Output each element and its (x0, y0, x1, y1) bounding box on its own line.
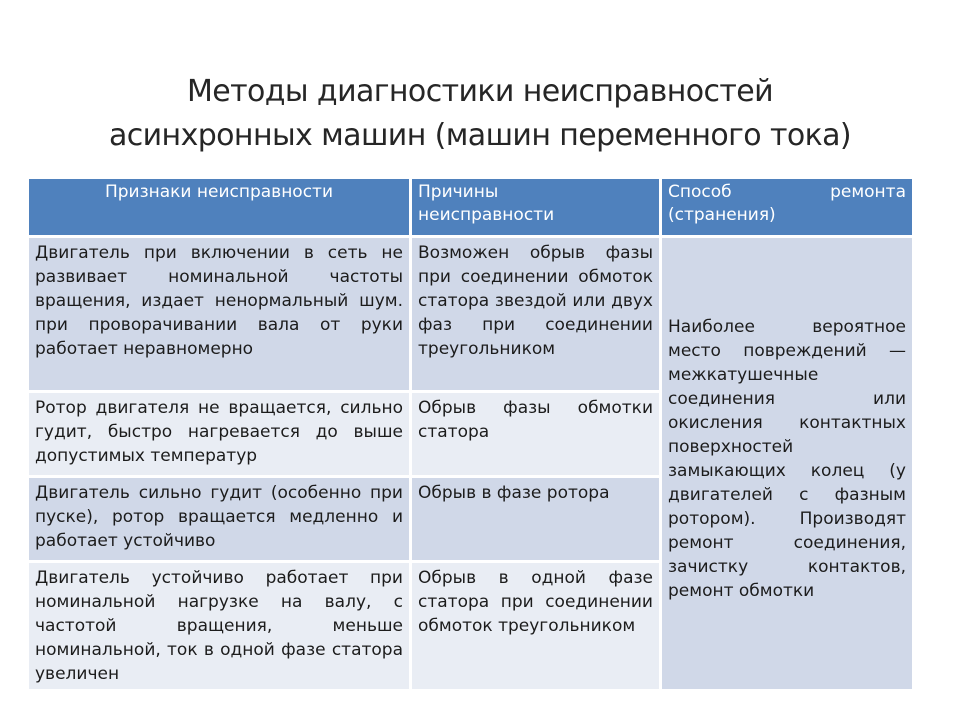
cause-cell: Обрыв в фазе ротора (411, 477, 661, 562)
title-line-2: асинхронных машин (машин переменного тока) (108, 118, 851, 153)
header-repair-word-1: Способ (668, 182, 732, 202)
header-causes-line-2: неисправности (418, 205, 555, 225)
symptom-cell: Двигатель сильно гудит (особенно при пуске), ротор вращается медленно и работает устойчиво (28, 477, 411, 562)
diagnostics-table (26, 176, 915, 692)
header-causes-line-1: Причины (418, 182, 499, 202)
repair-cell: Наиболее вероятное место повреждений — межкатушечные соединения или окисления контактных поверхностей замыкающих колец (у двигателей с фазным ротором). Производят ремонт соединения, зачистку контактов, ремонт обмотки (661, 237, 914, 691)
table-row (28, 237, 914, 392)
header-symptoms-label: Признаки неисправности (104, 182, 334, 202)
title-line-1: Методы диагностики неисправностей (187, 74, 773, 109)
symptom-cell: Двигатель устойчиво работает при номинальной нагрузке на валу, с частотой вращения, меньше номинальной, ток в одной фазе статора увеличен (28, 562, 411, 691)
header-symptoms (28, 178, 411, 237)
symptom-cell: Двигатель при включении в сеть не развивает номинальной частоты вращения, издает ненормальный шум. при проворачивании вала от руки работает неравномерно (28, 237, 411, 392)
symptom-cell: Ротор двигателя не вращается, сильно гудит, быстро нагревается до выше допустимых температур (28, 392, 411, 477)
cause-cell: Обрыв в одной фазе статора при соединении обмоток треугольником (411, 562, 661, 691)
header-repair (661, 178, 914, 237)
header-repair-line-1 (668, 181, 906, 204)
header-repair-word-2: ремонта (830, 182, 906, 202)
header-repair-line-2: (странения) (668, 205, 776, 225)
header-causes (411, 178, 661, 237)
table-header-row (28, 178, 914, 237)
cause-cell: Обрыв фазы обмотки статора (411, 392, 661, 477)
page-title (0, 70, 960, 158)
cause-cell: Возможен обрыв фазы при соединении обмоток статора звездой или двух фаз при соединении треугольником (411, 237, 661, 392)
